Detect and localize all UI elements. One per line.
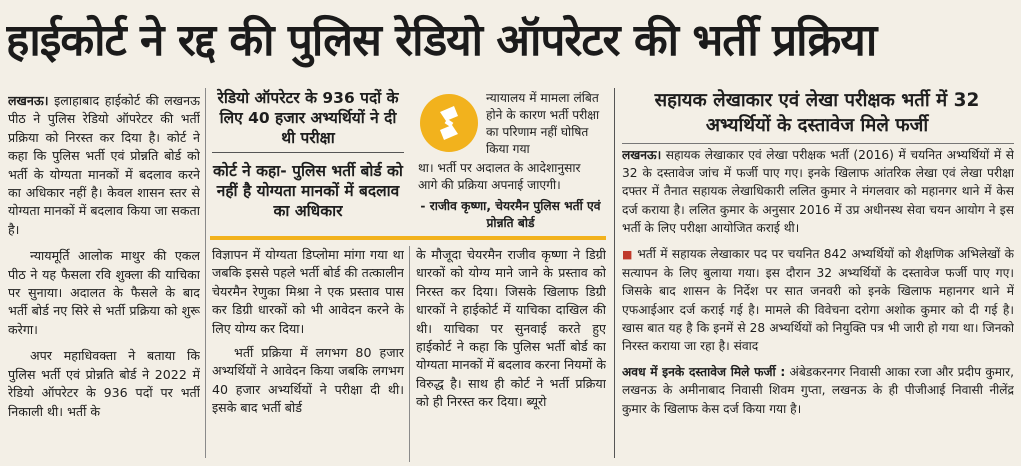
main-headline: हाईकोर्ट ने रद्द की पुलिस रेडियो ऑपरेटर की भर्ती प्रक्रिया xyxy=(6,15,877,66)
quote-attribution: - राजीव कृष्णा, चेयरमैन पुलिस भर्ती एवं प्रोन्नति बोर्ड xyxy=(420,199,601,230)
subheading-2: कोर्ट ने कहा- पुलिस भर्ती बोर्ड को नहीं है योग्यता मानकों में बदलाव का अधिकार xyxy=(213,162,403,220)
subheading-box xyxy=(212,88,404,221)
right-para-2: ■ भर्ती में सहायक लेखाकार पद पर चयनित 842 अभ्यर्थियों को शैक्षणिक अभिलेखों के सत्यापन के लिए बुलाया गया। इस दौरान 32 अभ्यर्थियों के दस्तावेज फर्जी पाए गए। जिसके बाद शासन के निर्देश पर सात जनवरी को इनके खिलाफ महानगर थाने में एफआईआर दर्ज कराई गई है। मामले की विवेचना दरोगा अशोक कुमार को दी गई है। खास बात यह है कि इनमें से 28 अभ्यर्थियों को नियुक्ति पत्र भी जारी हो गया था। जिनको निरस्त कराया जा रहा है। संवाद xyxy=(622,247,1014,354)
col2-para-2: भर्ती प्रक्रिया में लगभग 80 हजार अभ्यर्थियों ने आवेदन किया जबकि लगभग 40 हजार अभ्यर्थियों ने परीक्षा दी थी। इसके बाद भर्ती बोर्ड xyxy=(212,345,404,416)
column-3 xyxy=(416,246,606,462)
right-headline-rule xyxy=(622,143,1014,144)
subheading-1: रेडियो ऑपरेटर के 936 पदों के लिए 40 हजार अभ्यर्थियों ने दी थी परीक्षा xyxy=(217,89,399,147)
column-1 xyxy=(8,92,200,462)
col3-para-1: के मौजूदा चेयरमैन राजीव कृष्णा ने डिग्री धारकों को योग्य माने जाने के प्रस्ताव को निरस्त कर दिया। जिसके खिलाफ डिग्री धारकों ने हाईकोर्ट में याचिका दाखिल की थी। याचिका पर सुनवाई करते हुए हाईकोर्ट ने कहा कि पुलिस भर्ती बोर्ड का योग्यता मानकों में बदलाव करना नियमों के विरुद्ध है। साथ ही कोर्ट ने भर्ती प्रक्रिया को ही निरस्त कर दिया। ब्यूरो xyxy=(416,247,606,410)
section-divider xyxy=(614,88,615,458)
column-2 xyxy=(212,246,404,462)
yellow-divider xyxy=(210,236,606,240)
quote-logo-icon xyxy=(420,94,478,152)
dateline: लखनऊ। xyxy=(8,93,49,108)
col1-para-3: अपर महाधिवक्ता ने बताया कि पुलिस भर्ती एवं प्रोन्नति बोर्ड ने 2022 में रेडियो ऑपरेटर के 936 पदों पर भर्ती निकाली थी। भर्ती के xyxy=(8,348,200,419)
right-para-1: लखनऊ। सहायक लेखाकार एवं लेखा परीक्षक भर्ती (2016) में चयनित अभ्यर्थियों में से 32 के दस्तावेज जांच में फर्जी पाए गए। इनके खिलाफ आंतरिक लेखा एवं लेखा परीक्षा दफ्तर में तैनात सहायक लेखाधिकारी ललित कुमार ने मंगलवार को महानगर थाने में केस दर्ज कराया है। ललित कुमार के अनुसार 2016 में उप्र अधीनस्थ सेवा चयन आयोग ने इस भर्ती के लिए परीक्षा आयोजित कराई थी। xyxy=(622,148,1014,235)
bullet-icon: ■ xyxy=(622,248,633,262)
right-para-3-lead: अवध में इनके दस्तावेज मिले फर्जी : xyxy=(622,365,786,380)
col1-para-2: न्यायमूर्ति आलोक माथुर की एकल पीठ ने यह फैसला रवि शुक्ला की याचिका पर सुनाया। अदालत के फैसले के बाद भर्ती बोर्ड नए सिरे से भर्ती प्रक्रिया को शुरू करेगा। xyxy=(8,248,200,337)
right-para-3: अवध में इनके दस्तावेज मिले फर्जी : अंबेडकरनगर निवासी आका रजा और प्रदीप कुमार, लखनऊ के अमीनाबाद निवासी शिवम गुप्ता, लखनऊ के ही पीजीआई निवासी नीलेंद्र कुमार के खिलाफ केस दर्ज किया गया है। xyxy=(622,365,1014,416)
right-headline: सहायक लेखाकार एवं लेखा परीक्षक भर्ती में 32 अभ्यर्थियों के दस्तावेज मिले फर्जी xyxy=(654,90,980,136)
col2-para-1: विज्ञापन में योग्यता डिप्लोमा मांगा गया था जबकि इससे पहले भर्ती बोर्ड की तत्कालीन चेयरमैन रेणुका मिश्रा ने एक प्रस्ताव पास कर डिग्री धारकों को भी आवेदन करने के लिए योग्य कर दिया। xyxy=(212,247,404,336)
subheading-divider xyxy=(212,152,404,153)
column-divider xyxy=(409,246,410,462)
col1-para-1: लखनऊ। इलाहाबाद हाईकोर्ट की लखनऊ पीठ ने पुलिस रेडियो ऑपरेटर की भर्ती प्रक्रिया को निरस्त कर दिया है। कोर्ट ने कहा कि पुलिस भर्ती एवं प्रोन्नति बोर्ड को भर्ती के योग्यता मानकों में बदलाव करने का अधिकार नहीं है। केवल शासन स्तर से योग्यता मानकों में बदलाव किया जा सकता है। xyxy=(8,93,200,237)
column-divider xyxy=(205,88,206,458)
quote-text-top: न्यायालय में मामला लंबित होने के कारण भर्ती परीक्षा का परिणाम नहीं घोषित किया गया xyxy=(486,91,600,156)
right-column xyxy=(622,146,1014,462)
quote-text-rest: था। भर्ती पर अदालत के आदेशानुसार आगे की प्रक्रिया अपनाई जाएगी। xyxy=(418,161,581,192)
